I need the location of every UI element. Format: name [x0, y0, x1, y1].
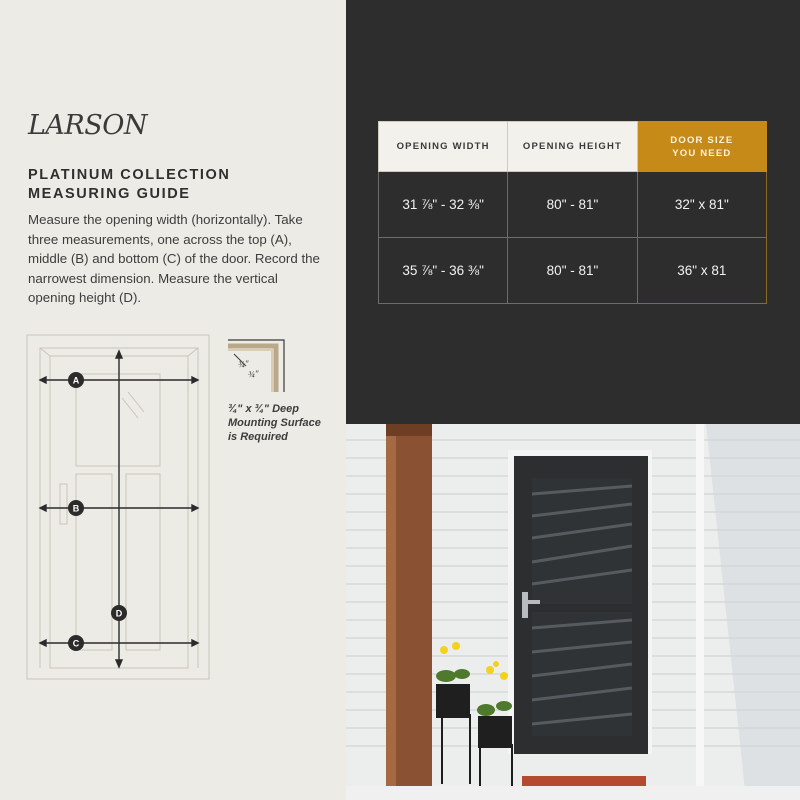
marker-c	[68, 635, 84, 651]
marker-b-label: B	[72, 503, 80, 514]
door-measurement-diagram	[26, 334, 212, 682]
door-lower-panel-left	[76, 474, 112, 650]
header-door-size-line1: DOOR SIZE	[670, 134, 734, 146]
doormat	[522, 776, 646, 786]
guide-title-line1: PLATINUM COLLECTION	[28, 167, 231, 183]
marker-d	[111, 605, 127, 621]
door-glass-panel	[76, 374, 160, 466]
header-opening-height: OPENING HEIGHT	[508, 122, 637, 172]
cell-door-size: 32" x 81"	[637, 172, 766, 238]
brand-logo: LARSON	[28, 110, 148, 141]
table-header-row	[379, 122, 767, 172]
door-lower-panel-right	[126, 474, 160, 650]
mounting-caption-line3: is Required	[228, 431, 288, 443]
mounting-surface-detail	[226, 334, 296, 394]
cell-height: 80" - 81"	[508, 238, 637, 304]
header-opening-width: OPENING WIDTH	[379, 122, 508, 172]
marker-d-label: D	[115, 608, 123, 619]
mounting-caption	[228, 402, 338, 444]
marker-a	[68, 372, 84, 388]
guide-description: Measure the opening width (horizontally). Take three measurements, one across the top (A), middle (B) and bottom (C) of the door. Record the narrowest dimension. Measure the vertical opening height (D).	[28, 212, 320, 305]
header-door-size	[637, 122, 766, 172]
table-row	[379, 172, 767, 238]
table-row	[379, 238, 767, 304]
mounting-caption-line2: Mounting Surface	[228, 417, 321, 429]
door-handle-photo	[522, 592, 528, 618]
mounting-caption-line1: ¾" x ¾" Deep	[228, 403, 299, 415]
cell-door-size: 36" x 81	[637, 238, 766, 304]
cell-width: 31 ⅞" - 32 ⅜"	[379, 172, 508, 238]
header-door-size-line2: YOU NEED	[672, 147, 732, 159]
planter-2	[478, 716, 512, 748]
marker-b	[68, 500, 84, 516]
guide-title	[28, 166, 328, 204]
guide-title-line2: MEASURING GUIDE	[28, 186, 191, 202]
marker-a-label: A	[72, 375, 80, 386]
door-size-table	[378, 121, 767, 304]
door-handle	[60, 484, 67, 524]
storm-door-photo	[346, 424, 800, 800]
cell-height: 80" - 81"	[508, 172, 637, 238]
door-frame-outer	[27, 335, 209, 679]
mount-dim-1: ¾"	[238, 359, 249, 369]
cell-width: 35 ⅞" - 36 ⅜"	[379, 238, 508, 304]
planter-1	[436, 684, 470, 718]
mount-dim-2: ¾"	[248, 369, 259, 379]
marker-c-label: C	[72, 638, 80, 649]
